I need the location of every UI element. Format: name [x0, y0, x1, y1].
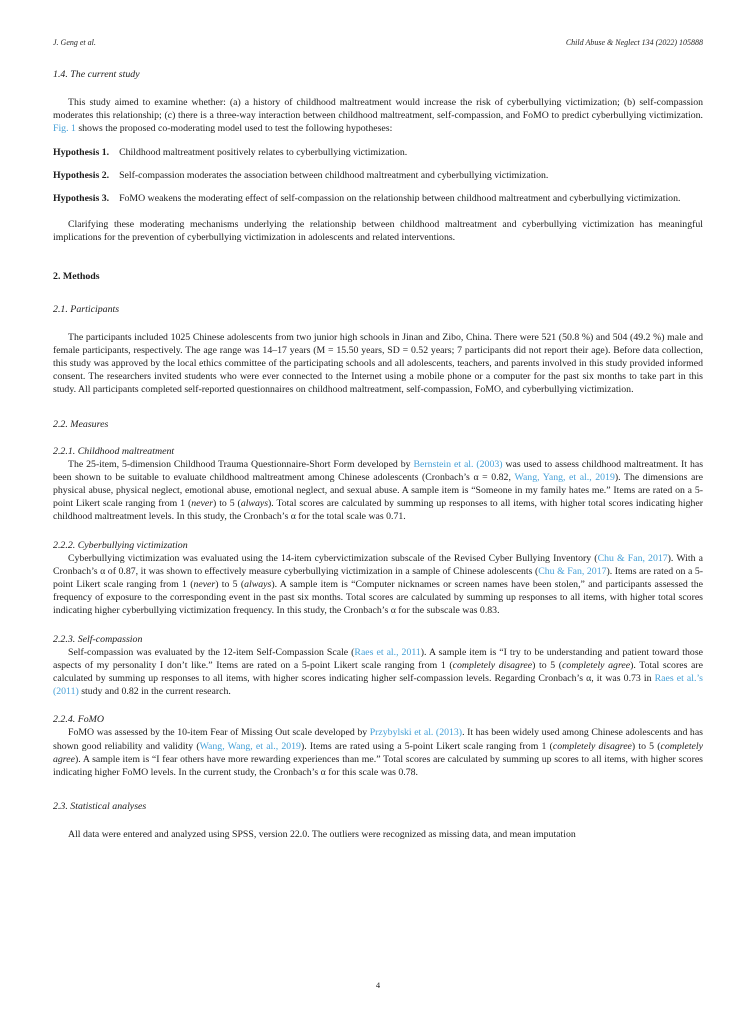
text-segment: 2. Methods [53, 270, 100, 282]
text-segment: ). A sample item is “I fear others have more rewarding experiences than me.” Total scores are calculated by summing up scores to all items, with higher scores indicating higher FoMO levels. In the current study, the Cronbach’s α for this scale was 0.78. [53, 753, 703, 779]
section-heading [53, 69, 703, 80]
citation-link[interactable]: Chu & Fan, 2017 [538, 565, 607, 577]
paragraph [53, 828, 703, 841]
text-segment: 2.3. Statistical analyses [53, 801, 147, 813]
text-segment: ). Total scores are calculated by summing up responses to all items, with higher total scores indicating higher childhood maltreatment levels. In this study, the Cronbach’s α for the total scale was 0.71. [53, 498, 703, 523]
running-head-journal: Child Abuse & Neglect 134 (2022) 105888 [565, 38, 703, 47]
hypothesis [53, 192, 703, 205]
citation-link[interactable]: Przybylski et al. (2013) [369, 727, 463, 739]
text-segment: 2.1. Participants [53, 303, 120, 315]
text-segment: 2.2.4. FoMO [53, 714, 105, 726]
text-segment: Childhood maltreatment positively relates to cyberbullying victimization. [119, 146, 408, 158]
text-segment: 2.2.3. Self-compassion [53, 633, 143, 645]
section-heading [53, 540, 703, 551]
text-segment: ). Total scores are calculated by summing up responses to all items, with higher scores indicating higher self-compassion levels. Regarding Cronbach’s α, it was 0.73 in [53, 659, 703, 685]
text-segment: This study aimed to examine whether: (a) a history of childhood maltreatment would increase the risk of cyberbullying victimization; (b) self-compassion moderates this relationship; (c) there is a three-way interaction between childhood maltreatment, self-compassion, and FoMO to predict cyberbullying victimization. [53, 97, 703, 122]
text-segment: Self-compassion moderates the association between childhood maltreatment and cyberbullying victimization. [119, 169, 549, 181]
running-head [53, 38, 703, 47]
figure-link[interactable]: Fig. 1 [53, 123, 76, 135]
page-number: 4 [375, 980, 381, 990]
paragraph [53, 552, 703, 618]
text-segment: ) to 5 ( [532, 659, 563, 671]
text-segment: 2.2.1. Childhood maltreatment [53, 445, 175, 457]
text-segment: The 25-item, 5-dimension Childhood Trauma Questionnaire-Short Form developed by [68, 458, 414, 470]
text-segment: Cyberbullying victimization was evaluated using the 14-item cybervictimization subscale of the Revised Cyber Bullying Inventory ( [68, 552, 598, 564]
text-segment: completely disagree [552, 740, 632, 752]
section-heading [53, 634, 703, 645]
text-segment: ). With a Cronbach’s α of 0.87, it was shown to effectively measure cyberbullying victimization in a sample of Chinese adolescents ( [53, 552, 703, 577]
section-heading [53, 801, 703, 812]
paragraph [53, 331, 703, 397]
text-segment: ) to 5 ( [215, 579, 245, 591]
text-segment: Self-compassion was evaluated by the 12-item Self-Compassion Scale ( [68, 646, 355, 658]
text-segment: 2.2.2. Cyberbullying victimization [53, 539, 188, 551]
paragraph [53, 96, 703, 136]
section-heading [53, 714, 703, 725]
text-segment: completely agree [53, 740, 703, 765]
text-segment: ) to 5 ( [213, 498, 241, 510]
hypothesis-label: Hypothesis 2. [53, 169, 110, 181]
text-segment: ). The dimensions are physical abuse, physical neglect, emotional abuse, emotional neglect, and sexual abuse. A sample item is “Someone in my family hates me.” Items are rated on a 5-point Likert scale ranging from 1 ( [53, 471, 703, 510]
text-segment: completely disagree [452, 659, 533, 671]
section-heading [53, 271, 703, 282]
text-segment: 1.4. The current study [53, 69, 140, 80]
text-segment: FoMO was assessed by the 10-item Fear of Missing Out scale developed by [68, 727, 370, 739]
text-segment: ). A sample item is “I try to be understanding and patient toward those aspects of my personality I don’t like.” Items are rated on a 5-point Likert scale ranging from 1 ( [53, 646, 703, 671]
section-heading [53, 304, 703, 315]
page-footer [0, 980, 756, 990]
citation-link[interactable]: Raes et al., 2011 [354, 646, 421, 658]
paragraph [53, 726, 703, 779]
text-segment: was used to assess childhood maltreatment. It has been shown to be suitable to evaluate childhood maltreatment among Chinese adolescents (Cronbach’s α = 0.82, [53, 458, 704, 483]
article-body [53, 69, 703, 842]
text-segment: always [240, 498, 269, 510]
hypothesis-label: Hypothesis 1. [53, 146, 110, 158]
text-segment: never [191, 498, 214, 510]
citation-link[interactable]: Wang, Wang, et al., 2019 [199, 740, 301, 752]
text-segment: ). A sample item is “Computer nicknames or screen names have been stolen,” and participants assessed the frequency of exposure to the corresponding event in the past six months. Total scores are calculated by summing up responses to all items, with higher total scores indicating higher cyberbullying victimization frequency. In this study, the Cronbach’s α for the subscale was 0.83. [53, 579, 703, 617]
text-segment: shows the proposed co-moderating model used to test the following hypotheses: [75, 123, 393, 135]
text-segment: . It has been widely used among Chinese adolescents and has shown good reliability and validity ( [53, 727, 703, 752]
hypothesis [53, 146, 703, 159]
citation-link[interactable]: Chu & Fan, 2017 [597, 552, 668, 564]
text-segment: ) to 5 ( [631, 740, 661, 752]
hypothesis-label: Hypothesis 3. [53, 193, 110, 205]
text-segment: ). Items are rated using a 5-point Likert scale ranging from 1 ( [300, 740, 553, 752]
text-segment: 2.2. Measures [53, 418, 109, 430]
paragraph [53, 458, 703, 524]
paragraph [53, 646, 703, 699]
citation-link[interactable]: Wang, Yang, et al., 2019 [514, 471, 615, 483]
hypothesis [53, 169, 703, 182]
text-segment: FoMO weakens the moderating effect of self-compassion on the relationship between childhood maltreatment and cyberbullying victimization. [119, 193, 681, 205]
section-heading [53, 446, 703, 457]
text-segment: completely agree [562, 659, 631, 671]
citation-link[interactable]: Bernstein et al. (2003) [413, 458, 503, 470]
section-heading [53, 419, 703, 430]
text-segment: never [193, 579, 216, 591]
text-segment: always [244, 579, 272, 591]
text-segment: study and 0.82 in the current research. [78, 686, 231, 698]
running-head-authors: J. Geng et al. [53, 38, 96, 47]
text-segment: The participants included 1025 Chinese adolescents from two junior high schools in Jinan and Zibo, China. There were 521 (50.8 %) and 504 (49.2 %) male and female participants, respectively. The age range was 14–17 years (M = 15.50 years, SD = 0.52 years; 7 participants did not report their age). Before data collection, this study was approved by the local ethics committee of the participating schools and all adolescents, teachers, and parents involved in this study provided informed consent. The researchers invited students who were ever connected to the Internet using a mobile phone or a computer for the past six months to take part in this study. All participants completed self-reported questionnaires on childhood maltreatment, self-compassion, FoMO, and cyberbullying victimization. [53, 331, 703, 396]
text-segment: ). Items are rated on a 5-point Likert scale ranging from 1 ( [53, 565, 703, 591]
citation-link[interactable]: Raes et al.’s (2011) [53, 673, 703, 698]
paragraph [53, 218, 703, 244]
text-segment: All data were entered and analyzed using SPSS, version 22.0. The outliers were recognized as missing data, and mean imputation [68, 829, 576, 841]
text-segment: Clarifying these moderating mechanisms underlying the relationship between childhood maltreatment and cyberbullying victimization has meaningful implications for the prevention of cyberbullying victimization in adolescents and related interventions. [53, 219, 703, 244]
